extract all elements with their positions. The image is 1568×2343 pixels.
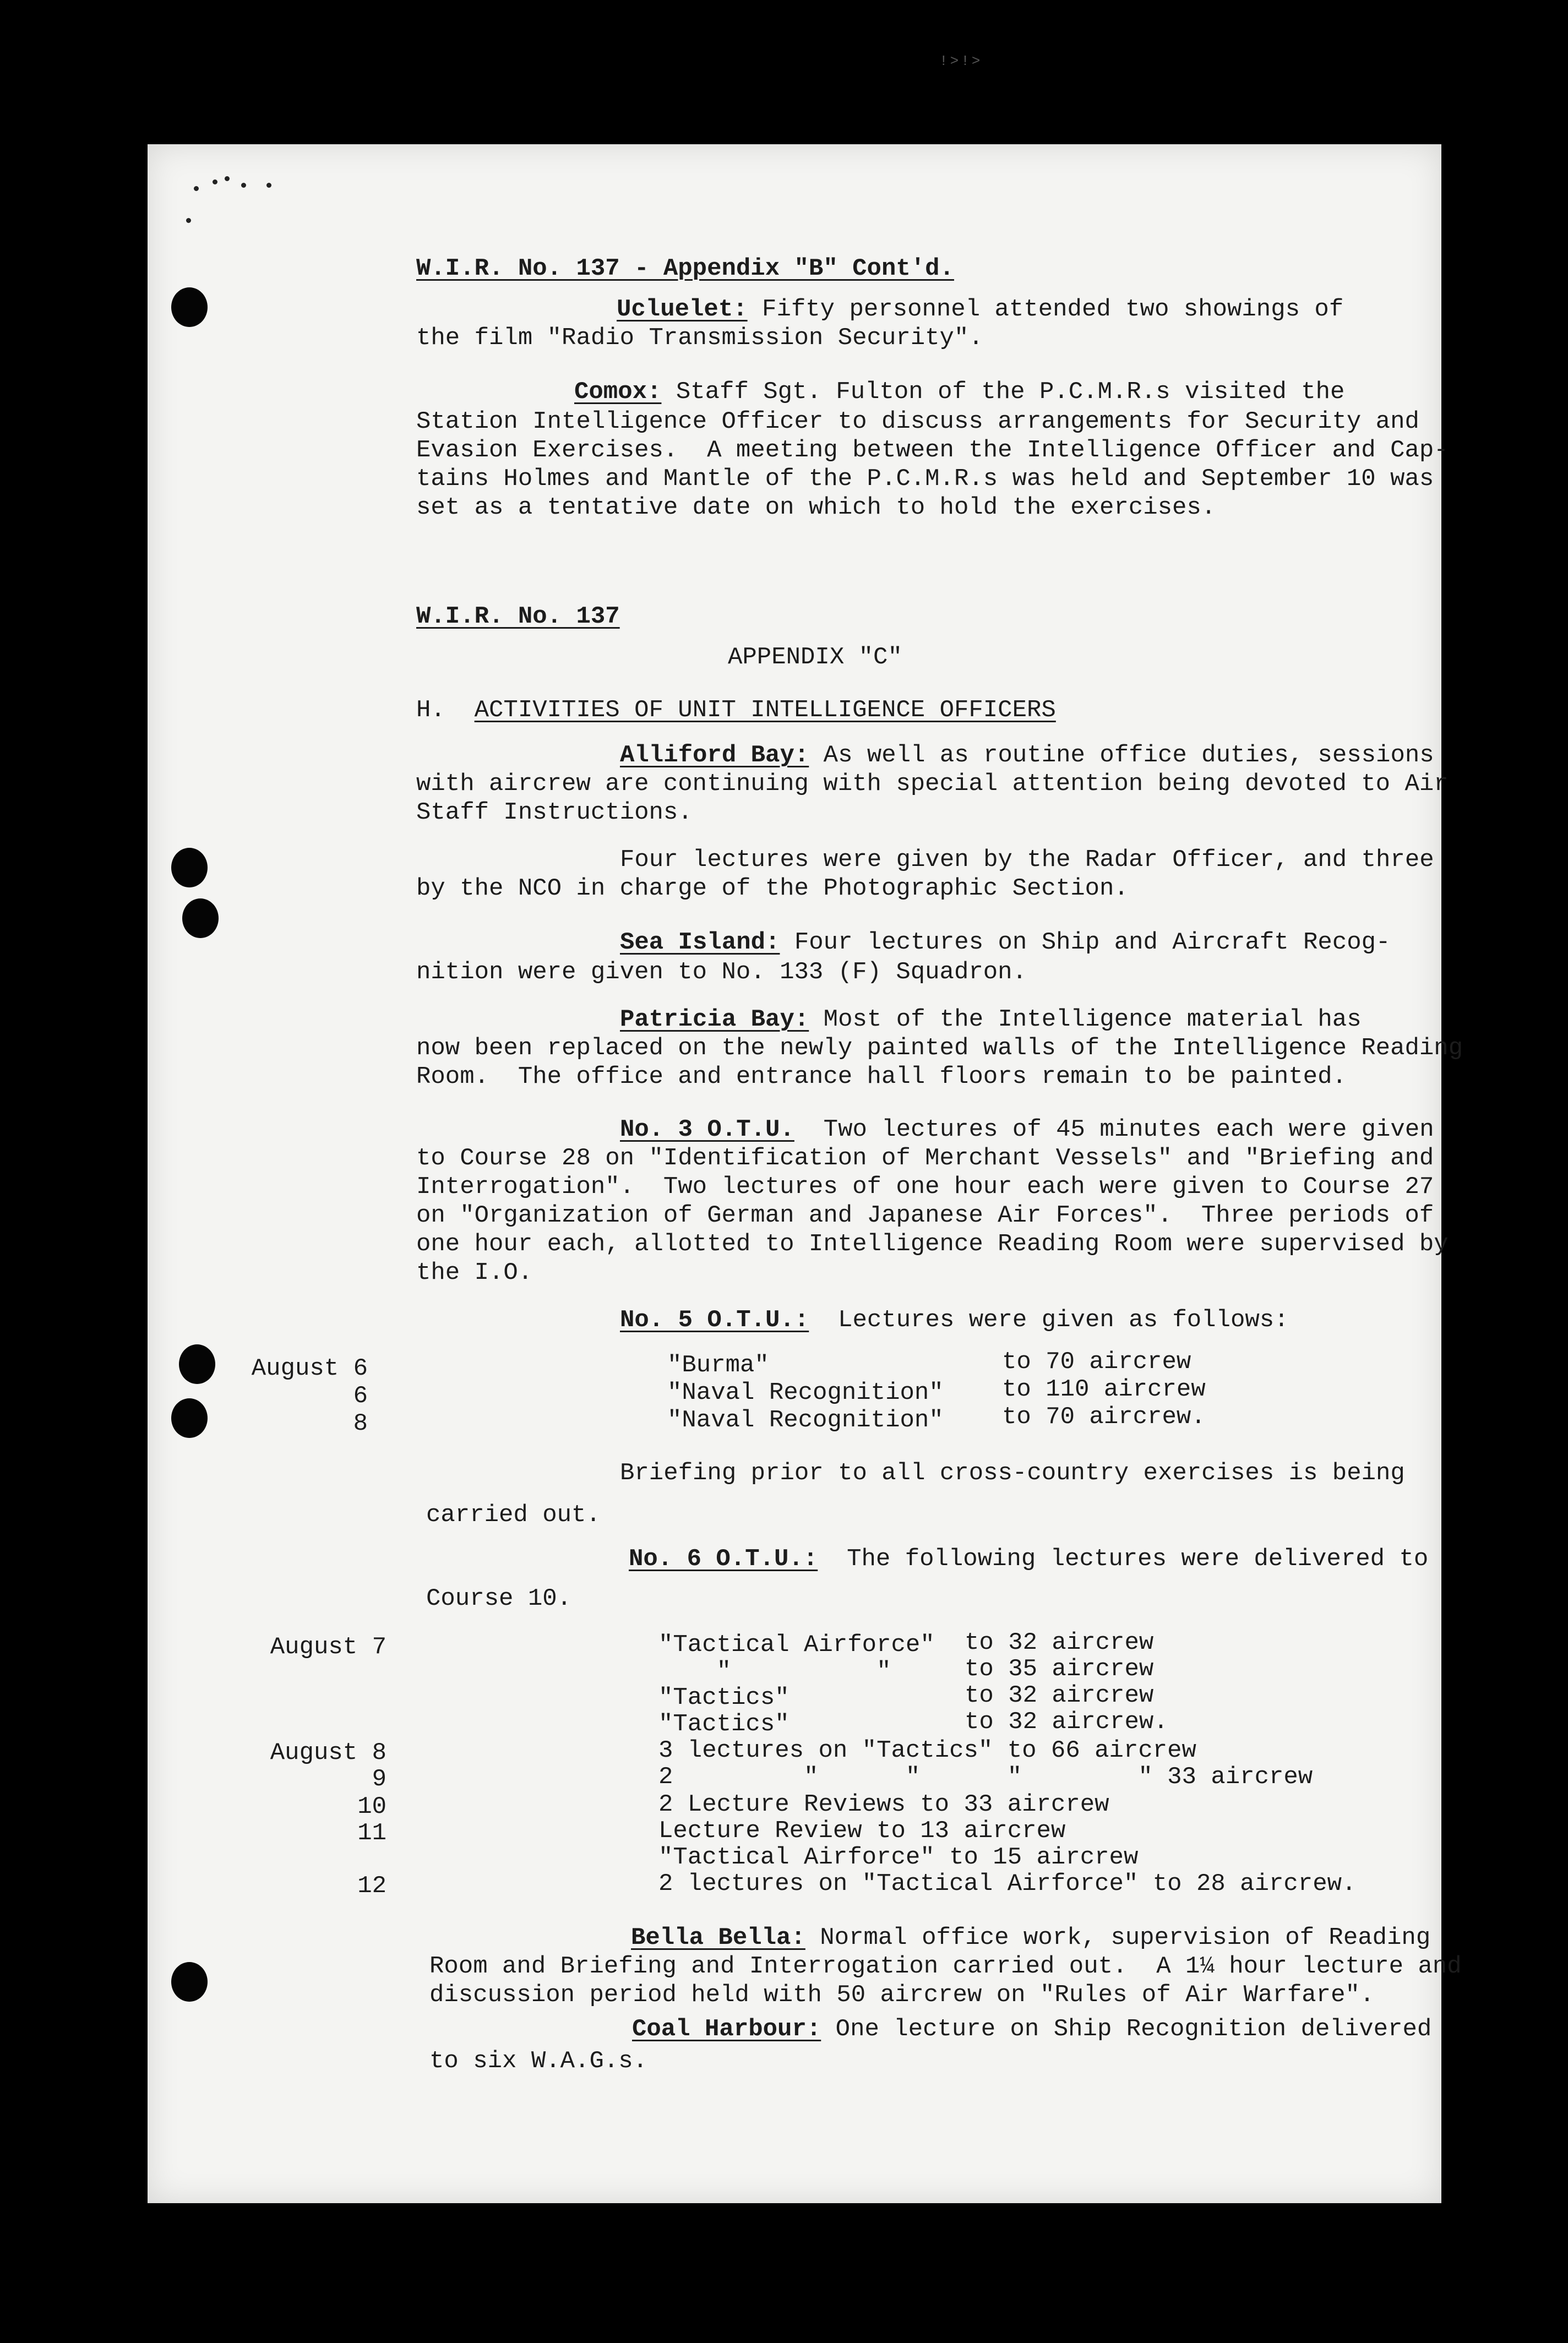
otu6-line-1 — [629, 1547, 1428, 1571]
speck — [225, 176, 230, 181]
otu6-date: August 7 — [270, 1633, 386, 1661]
otu6-topic: "Tactical Airforce" to 15 aircrew — [658, 1844, 1139, 1871]
otu6-topic: Lecture Review to 13 aircrew — [658, 1817, 1066, 1845]
speck — [266, 183, 271, 188]
ucluelet-line-2: the film "Radio Transmission Security". — [416, 324, 983, 352]
otu3-line-1 — [620, 1118, 1434, 1142]
section-title: ACTIVITIES OF UNIT INTELLIGENCE OFFICERS — [474, 696, 1056, 724]
otu5-topic: "Burma" — [667, 1352, 769, 1379]
text: The following lectures were delivered to — [818, 1545, 1429, 1573]
otu6-topic: 2 " " " " 33 aircrew — [658, 1763, 1313, 1791]
punch-hole — [171, 1398, 208, 1438]
otu5-audience: to 70 aircrew. — [1002, 1403, 1206, 1431]
comox-line-4: tains Holmes and Mantle of the P.C.M.R.s was held and September 10 was — [416, 465, 1434, 493]
otu3-line-2: to Course 28 on "Identification of Merchant Vessels" and "Briefing and — [416, 1145, 1434, 1172]
section-label-otu6: No. 6 O.T.U.: — [629, 1545, 818, 1573]
otu6-line-2: Course 10. — [426, 1585, 572, 1612]
patricia-line-2: now been replaced on the newly painted walls of the Intelligence Reading — [416, 1034, 1463, 1062]
otu6-date: 11 — [357, 1819, 386, 1847]
sea-island-line-1 — [620, 930, 1390, 955]
otu6-audience: to 32 aircrew — [965, 1682, 1154, 1709]
text: Most of the Intelligence material has — [809, 1006, 1362, 1033]
otu6-audience: to 35 aircrew — [965, 1655, 1154, 1683]
alliford-line-1 — [620, 743, 1434, 767]
bella-line-2: Room and Briefing and Interrogation carried out. A 1¼ hour lecture and — [429, 1953, 1462, 1980]
otu6-topic: 3 lectures on "Tactics" to 66 aircrew — [658, 1737, 1196, 1764]
appendix-title: APPENDIX "C" — [728, 644, 902, 671]
text: Lectures were given as follows: — [809, 1306, 1289, 1334]
otu6-date: 10 — [357, 1793, 386, 1821]
otu6-topic: " " — [658, 1658, 891, 1685]
sea-island-line-2: nition were given to No. 133 (F) Squadron. — [416, 958, 1027, 986]
otu5-audience: to 70 aircrew — [1002, 1348, 1191, 1376]
punch-hole — [171, 287, 208, 327]
otu6-topic: "Tactical Airforce" — [658, 1631, 935, 1659]
comox-line-3: Evasion Exercises. A meeting between the Intelligence Officer and Cap- — [416, 437, 1449, 464]
alliford-line-2: with aircrew are continuing with special attention being devoted to Air — [416, 770, 1449, 798]
page-header: W.I.R. No. 137 - Appendix "B" Cont'd. — [416, 255, 954, 282]
punch-hole — [179, 1344, 215, 1384]
otu5-audience: to 110 aircrew — [1002, 1376, 1206, 1403]
speck — [194, 186, 199, 191]
punch-hole — [171, 1962, 208, 2002]
page-header-2: W.I.R. No. 137 — [416, 603, 620, 630]
text: Four lectures on Ship and Aircraft Recog- — [780, 929, 1391, 956]
otu3-line-6: the I.O. — [416, 1259, 533, 1287]
punch-hole — [171, 848, 208, 887]
text: Normal office work, supervision of Reading — [805, 1924, 1431, 1952]
section-label-sea-island: Sea Island: — [620, 929, 780, 956]
ucluelet-line-1 — [617, 297, 1343, 322]
section-heading — [416, 698, 1056, 722]
alliford-line-5: by the NCO in charge of the Photographic Section. — [416, 875, 1129, 902]
text: Staff Sgt. Fulton of the P.C.M.R.s visited the — [661, 378, 1345, 406]
otu5-date: 8 — [353, 1410, 368, 1437]
otu5-date: 6 — [353, 1382, 368, 1410]
otu6-topic: 2 Lecture Reviews to 33 aircrew — [658, 1791, 1109, 1818]
otu6-topic: 2 lectures on "Tactical Airforce" to 28 aircrew. — [658, 1870, 1357, 1898]
section-label-patricia: Patricia Bay: — [620, 1006, 809, 1033]
otu6-topic: "Tactics" — [658, 1684, 790, 1712]
text: Fifty personnel attended two showings of — [747, 296, 1344, 323]
comox-line-1 — [574, 380, 1344, 404]
section-label-bella: Bella Bella: — [631, 1924, 805, 1952]
otu5-topic: "Naval Recognition" — [667, 1379, 944, 1407]
text: Two lectures of 45 minutes each were given — [794, 1116, 1434, 1143]
otu5-briefing-2: carried out. — [426, 1501, 601, 1529]
section-label-otu3: No. 3 O.T.U. — [620, 1116, 794, 1143]
section-letter: H. — [416, 696, 445, 724]
otu6-date: 9 — [372, 1766, 386, 1793]
archive-mark: !>!> — [939, 53, 983, 69]
section-label-ucluelet: Ucluelet: — [617, 296, 748, 323]
otu6-audience: to 32 aircrew — [965, 1629, 1154, 1657]
otu6-topic: "Tactics" — [658, 1710, 790, 1738]
punch-hole — [182, 898, 219, 938]
section-label-alliford: Alliford Bay: — [620, 742, 809, 769]
otu5-topic: "Naval Recognition" — [667, 1407, 944, 1434]
otu3-line-5: one hour each, allotted to Intelligence Reading Room were supervised by — [416, 1230, 1449, 1258]
section-label-comox: Comox: — [574, 378, 662, 406]
speck — [186, 218, 191, 223]
section-label-coal: Coal Harbour: — [632, 2015, 821, 2043]
bella-line-3: discussion period held with 50 aircrew on "Rules of Air Warfare". — [429, 1981, 1375, 2009]
speck — [241, 183, 246, 188]
alliford-line-3: Staff Instructions. — [416, 799, 693, 826]
alliford-line-4: Four lectures were given by the Radar Officer, and three — [620, 846, 1434, 874]
speck — [213, 179, 217, 184]
otu6-date: 12 — [357, 1872, 386, 1900]
bella-line-1 — [631, 1926, 1430, 1950]
otu5-date: August 6 — [251, 1355, 368, 1382]
otu6-audience: to 32 aircrew. — [965, 1708, 1168, 1736]
text: As well as routine office duties, sessions — [809, 742, 1434, 769]
coal-line-2: to six W.A.G.s. — [429, 2047, 648, 2075]
document-page — [148, 144, 1463, 2203]
otu5-briefing-1: Briefing prior to all cross-country exercises is being — [620, 1459, 1405, 1487]
otu3-line-3: Interrogation". Two lectures of one hour each were given to Course 27 — [416, 1173, 1434, 1201]
patricia-line-1 — [620, 1007, 1362, 1032]
coal-line-1 — [632, 2017, 1431, 2041]
patricia-line-3: Room. The office and entrance hall floors remain to be painted. — [416, 1063, 1347, 1091]
otu3-line-4: on "Organization of German and Japanese Air Forces". Three periods of — [416, 1202, 1434, 1229]
section-label-otu5: No. 5 O.T.U.: — [620, 1306, 809, 1334]
comox-line-5: set as a tentative date on which to hold the exercises. — [416, 494, 1216, 521]
otu6-date: August 8 — [270, 1739, 386, 1767]
text: One lecture on Ship Recognition delivered — [821, 2015, 1432, 2043]
otu5-line-1 — [620, 1308, 1289, 1332]
comox-line-2: Station Intelligence Officer to discuss arrangements for Security and — [416, 408, 1419, 435]
